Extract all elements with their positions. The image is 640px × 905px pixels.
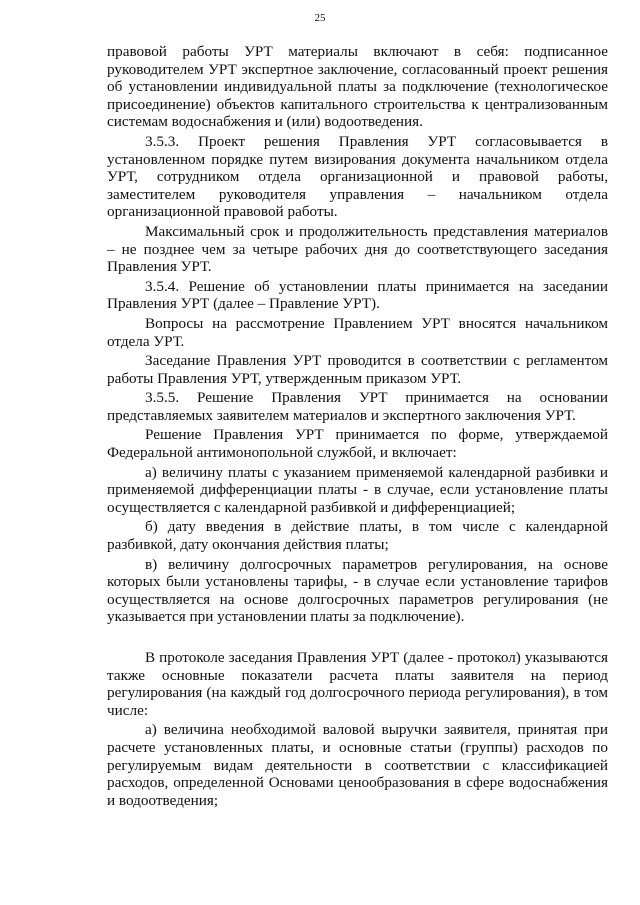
paragraph-gap bbox=[107, 628, 608, 649]
paragraph-questions: Вопросы на рассмотрение Правлением УРТ вносятся начальником отдела УРТ. bbox=[107, 314, 608, 350]
document-body bbox=[107, 43, 608, 811]
list-item-a: а) величину платы с указанием применяемой календарной разбивки и применяемой дифференциации платы - в случае, если установление платы осуществляется с календарной разбивкой и дифференциацией; bbox=[107, 463, 608, 516]
paragraph-decision-form: Решение Правления УРТ принимается по форме, утверждаемой Федеральной антимонопольной службой, и включает: bbox=[107, 426, 608, 462]
paragraph-max-term: Максимальный срок и продолжительность представления материалов – не позднее чем за четыре рабочих дня до соответствующего заседания Правления УРТ. bbox=[107, 222, 608, 276]
protocol-item-a: а) величина необходимой валовой выручки заявителя, принятая при расчете установленных платы, и основные статьи (группы) расходов по регулируемым видам деятельности в соответствии с классификацией расходов, определенной Основами ценообразования в сфере водоснабжения и водоотведения; bbox=[107, 721, 608, 809]
paragraph-3-5-4: 3.5.4. Решение об установлении платы принимается на заседании Правления УРТ (далее – Правление УРТ). bbox=[107, 277, 608, 313]
paragraph-3-5-5: 3.5.5. Решение Правления УРТ принимается на основании представляемых заявителем материалов и экспертного заключения УРТ. bbox=[107, 389, 608, 424]
paragraph-protocol: В протоколе заседания Правления УРТ (далее - протокол) указываются также основные показатели расчета платы заявителя на период регулирования (на каждый год долгосрочного периода регулирования), в том числе: bbox=[107, 649, 608, 719]
list-item-v: в) величину долгосрочных параметров регулирования, на основе которых были установлены тарифы, - в случае если установление тарифов осуществляется на основе долгосрочных параметров регулирования (не указывается при установлении платы за подключение). bbox=[107, 555, 608, 626]
paragraph-materials: правовой работы УРТ материалы включают в себя: подписанное руководителем УРТ экспертное заключение, согласованный проект решения об установлении индивидуальной платы за подключение (технологическое присоединение) объектов капитального строительства к централизованным системам водоснабжения и (или) водоотведения. bbox=[107, 43, 608, 131]
page-number: 25 bbox=[314, 12, 326, 24]
list-item-b: б) дату введения в действие платы, в том числе с календарной разбивкой, дату окончания действия платы; bbox=[107, 518, 608, 554]
paragraph-meeting: Заседание Правления УРТ проводится в соответствии с регламентом работы Правления УРТ, утвержденным приказом УРТ. bbox=[107, 352, 608, 387]
paragraph-3-5-3: 3.5.3. Проект решения Правления УРТ согласовывается в установленном порядке путем визирования документа начальником отдела УРТ, сотрудником отдела организационной и правовой работы, заместителем руководителя управления – начальником отдела организационной правовой работы. bbox=[107, 132, 608, 221]
